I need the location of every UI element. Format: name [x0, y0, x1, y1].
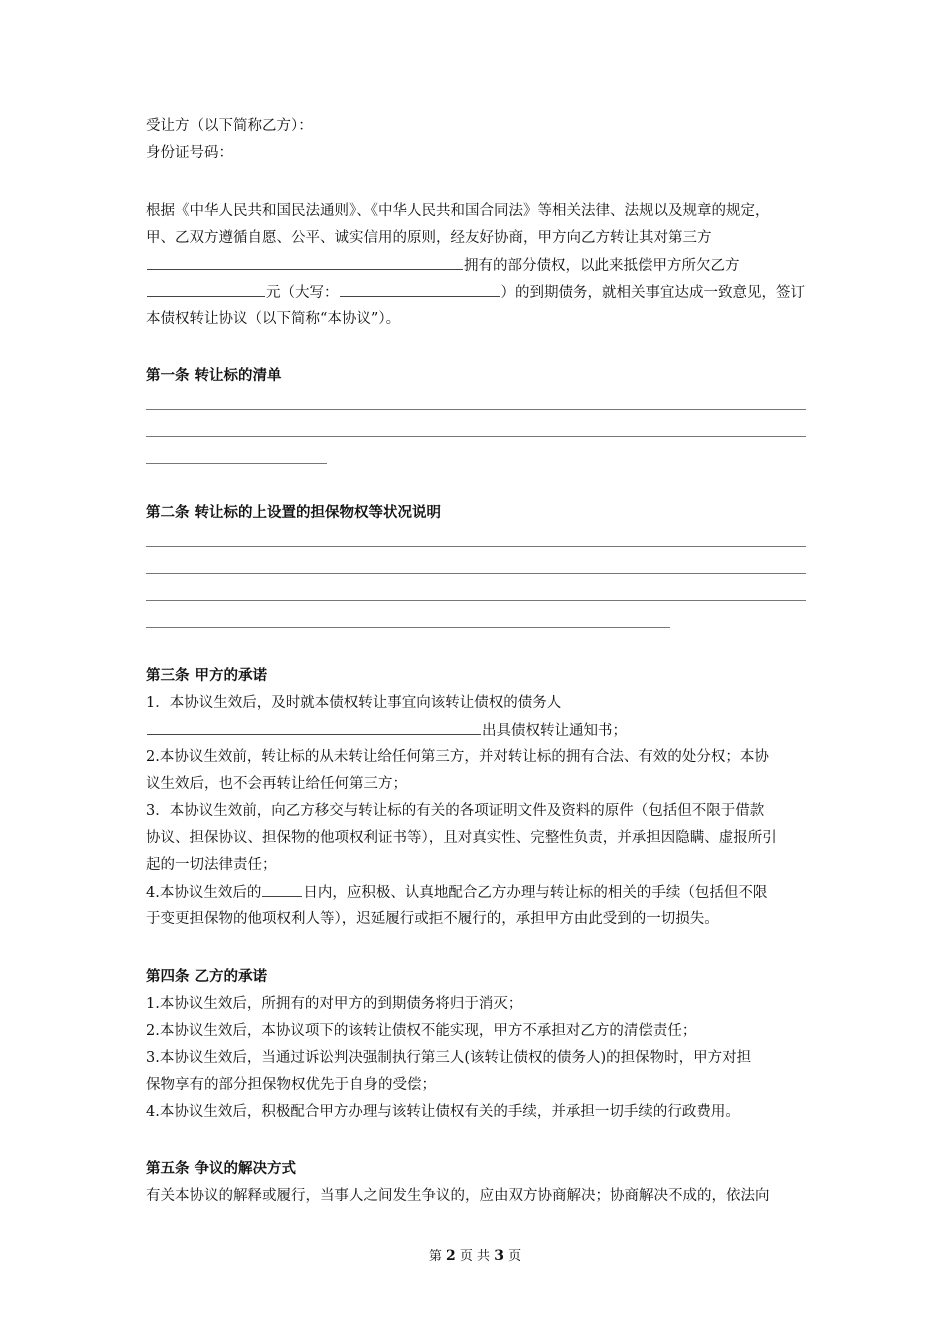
article-1-blank-line[interactable] — [146, 463, 327, 464]
intro-line-3 — [146, 255, 740, 276]
article-3-title: 第三条 甲方的承诺 — [146, 667, 268, 684]
transferee-label: 受让方（以下简称乙方）： — [146, 118, 313, 134]
article-1-title: 第一条 转让标的清单 — [146, 367, 282, 384]
id-number-label: 身份证号码： — [146, 145, 233, 161]
article-3-item-1b — [146, 720, 627, 741]
article-3-item-3b: 协议、担保协议、担保物的他项权利证书等），且对真实性、完整性负责，并承担因隐瞒、虚报所引 — [146, 830, 777, 846]
current-page-number: 2 — [446, 1248, 456, 1264]
article-3-item-4b: 于变更担保物的他项权利人等），迟延履行或拒不履行的，承担甲方由此受到的一切损失。 — [146, 911, 719, 927]
intro-line-4-b: ）的到期债务，就相关事宜达成一致意见，签订 — [500, 285, 805, 301]
article-3-item-1a: 1．本协议生效后，及时就本债权转让事宜向该转让债权的债务人 — [146, 695, 562, 711]
total-pages-number: 3 — [494, 1248, 504, 1264]
days-blank[interactable] — [262, 882, 302, 897]
article-2-blank-line[interactable] — [146, 600, 806, 601]
article-3-item-4a-1: 4.本协议生效后的 — [146, 885, 262, 901]
article-5-line-1: 有关本协议的解释或履行，当事人之间发生争议的，应由双方协商解决；协商解决不成的，依法向 — [146, 1188, 770, 1204]
article-2-blank-line[interactable] — [146, 546, 806, 547]
debtor-blank[interactable] — [147, 720, 481, 735]
article-3-item-2b: 议生效后，也不会再转让给任何第三方； — [146, 776, 407, 792]
article-4-item-2: 2.本协议生效后，本协议项下的该转让债权不能实现，甲方不承担对乙方的清偿责任； — [146, 1023, 697, 1039]
article-4-item-3b: 保物享有的部分担保物权优先于自身的受偿； — [146, 1077, 436, 1093]
third-party-blank[interactable] — [147, 255, 463, 270]
footer-prefix: 第 — [428, 1249, 442, 1264]
footer-middle: 页 共 — [459, 1249, 491, 1264]
article-3-item-2a: 2.本协议生效前，转让标的从未转让给任何第三方，并对转让标的拥有合法、有效的处分权；本协 — [146, 749, 769, 765]
article-4-title: 第四条 乙方的承诺 — [146, 968, 268, 985]
intro-line-5: 本债权转让协议（以下简称“本协议”）。 — [146, 311, 401, 327]
article-1-blank-line[interactable] — [146, 436, 806, 437]
page-footer — [0, 1245, 950, 1264]
article-2-blank-line[interactable] — [146, 573, 806, 574]
article-3-item-1b-text: 出具债权转让通知书； — [482, 723, 627, 739]
article-3-item-4a — [146, 882, 767, 903]
article-2-blank-line[interactable] — [146, 627, 670, 628]
article-3-item-3a: 3．本协议生效前，向乙方移交与转让标的有关的各项证明文件及资料的原件（包括但不限于借款 — [146, 803, 765, 819]
article-3-item-3c: 起的一切法律责任； — [146, 857, 277, 873]
article-4-item-4: 4.本协议生效后，积极配合甲方办理与该转让债权有关的手续，并承担一切手续的行政费用。 — [146, 1104, 740, 1120]
article-5-title: 第五条 争议的解决方式 — [146, 1160, 297, 1177]
article-2-title: 第二条 转让标的上设置的担保物权等状况说明 — [146, 504, 442, 521]
intro-line-3-text: 拥有的部分债权，以此来抵偿甲方所欠乙方 — [464, 258, 740, 274]
article-4-item-1: 1.本协议生效后，所拥有的对甲方的到期债务将归于消灭； — [146, 996, 523, 1012]
amount-in-words-blank[interactable] — [340, 282, 500, 297]
intro-line-1: 根据《中华人民共和国民法通则》、《中华人民共和国合同法》等相关法律、法规以及规章的规定， — [146, 203, 770, 219]
amount-blank[interactable] — [147, 282, 265, 297]
article-1-blank-line[interactable] — [146, 409, 806, 410]
article-4-item-3a: 3.本协议生效后，当通过诉讼判决强制执行第三人(该转让债权的债务人)的担保物时，甲方对担 — [146, 1050, 752, 1066]
article-3-item-4a-2: 日内，应积极、认真地配合乙方办理与转让标的相关的手续（包括但不限 — [303, 885, 768, 901]
intro-line-4-a: 元（大写： — [266, 285, 339, 301]
intro-line-4 — [146, 282, 805, 303]
footer-suffix: 页 — [508, 1249, 522, 1264]
intro-line-2: 甲、乙双方遵循自愿、公平、诚实信用的原则，经友好协商，甲方向乙方转让其对第三方 — [146, 230, 712, 246]
